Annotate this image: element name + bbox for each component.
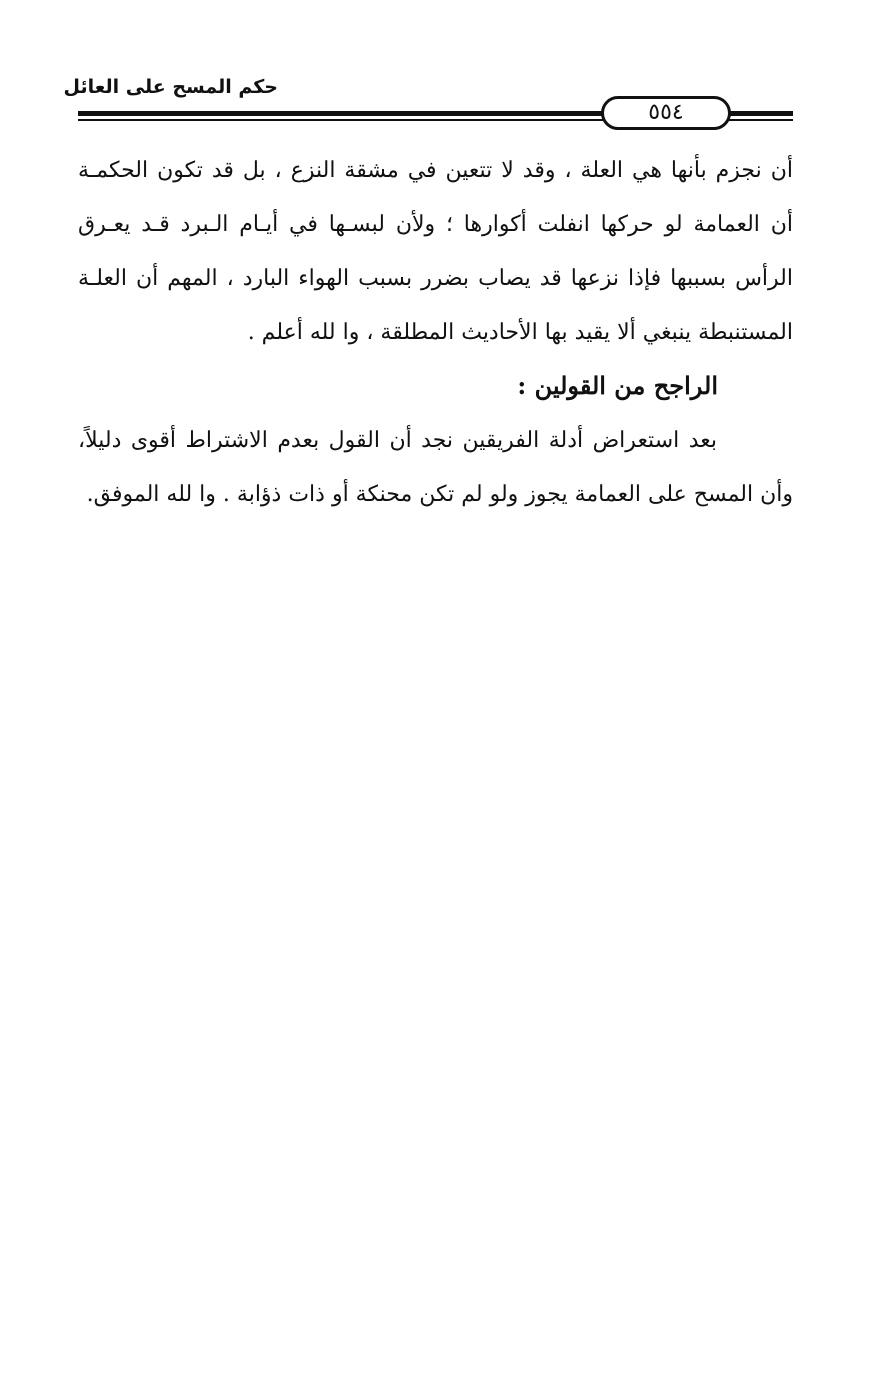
text-line: وأن المسح على العمامة يجوز ولو لم تكن محنكة أو ذات ذؤابة . وا لله الموفق.: [86, 482, 793, 507]
paragraph-1: [78, 144, 793, 360]
page-number: ٥٥٤: [601, 96, 731, 130]
section-heading: الراجح من القولين :: [517, 371, 718, 400]
text-line: الرأس بسببها فإذا نزعها قد يصاب بضرر بسبب الهواء البارد ، المهم أن العلـة: [78, 266, 793, 291]
text-line: أن نجزم بأنها هي العلة ، وقد لا تتعين في مشقة النزع ، بل قد تكون الحكمـة: [78, 158, 793, 183]
running-title: حكم المسح على العائل: [63, 76, 278, 98]
text-line: أن العمامة لو حركها انفلت أكوارها ؛ ولأن لبسـها في أيـام الـبرد قـد يعـرق: [78, 212, 793, 237]
text-line: المستنبطة ينبغي ألا يقيد بها الأحاديث المطلقة ، وا لله أعلم .: [247, 320, 793, 345]
text-line: بعد استعراض أدلة الفريقين نجد أن القول بعدم الاشتراط أقوى دليلاً،: [78, 428, 717, 453]
paragraph-2: [78, 414, 793, 522]
